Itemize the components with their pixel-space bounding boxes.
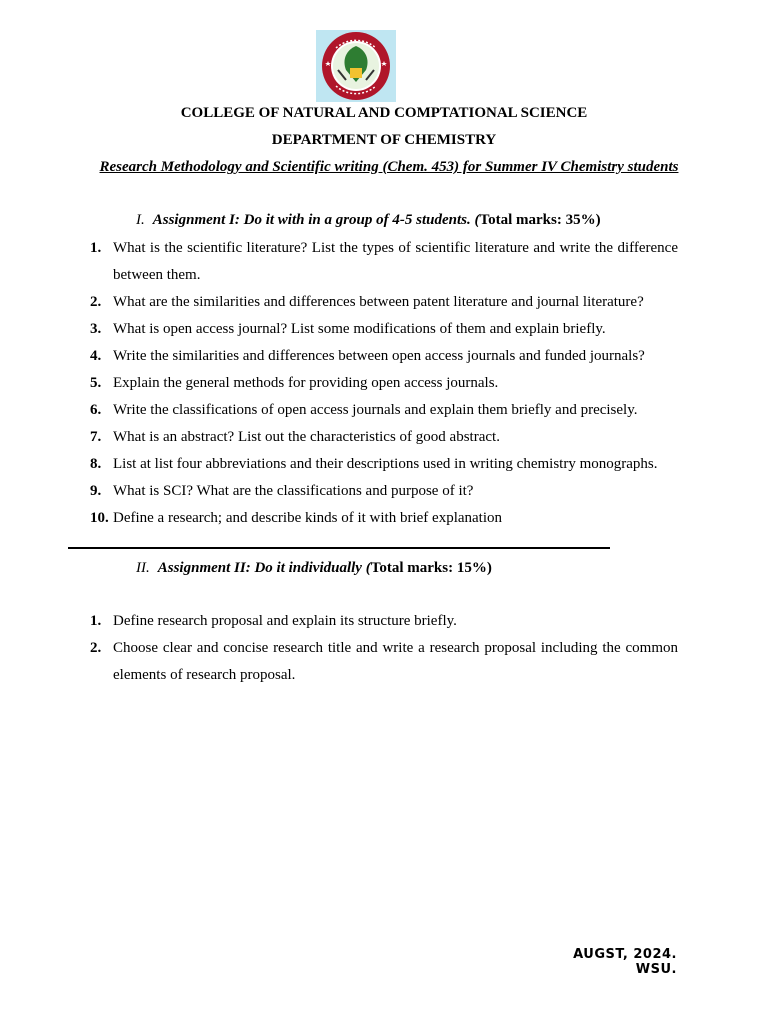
course-subtitle: Research Methodology and Scientific writing (Chem. 453) for Summer IV Chemistry students: [99, 159, 679, 175]
question-number: 1.: [90, 240, 102, 256]
university-seal-icon: [316, 30, 396, 102]
question-number: 1.: [90, 613, 102, 629]
question-item: [90, 316, 678, 343]
question-number: 4.: [90, 348, 102, 364]
assignment-2-heading: [136, 560, 492, 577]
question-item: [90, 451, 678, 478]
section-marks: Total marks: 15%): [370, 560, 492, 576]
question-number: 7.: [90, 429, 102, 445]
question-item: [90, 424, 678, 451]
question-item: [90, 397, 678, 424]
section-divider: [68, 547, 610, 549]
assignment-1-heading: [136, 212, 601, 229]
question-number: 8.: [90, 456, 102, 472]
question-number: 2.: [90, 640, 102, 656]
question-text: List at list four abbreviations and their descriptions used in writing chemistry monographs.: [113, 456, 658, 472]
section-number: II.: [136, 560, 150, 576]
question-text: Choose clear and concise research title and write a research proposal including the common elements of research proposal.: [113, 640, 678, 683]
question-item: [90, 289, 678, 316]
question-number: 10.: [90, 510, 109, 526]
question-item: [90, 608, 678, 635]
question-text: What is SCI? What are the classifications and purpose of it?: [113, 483, 474, 499]
question-number: 6.: [90, 402, 102, 418]
section-marks: Total marks: 35%): [479, 212, 601, 228]
question-text: Write the classifications of open access journals and explain them briefly and precisely.: [113, 402, 638, 418]
question-text: What is an abstract? List out the characteristics of good abstract.: [113, 429, 500, 445]
footer-institution: WSU.: [635, 962, 677, 977]
question-text: Write the similarities and differences between open access journals and funded journals?: [113, 348, 645, 364]
question-number: 3.: [90, 321, 102, 337]
assignment-1-questions: [90, 235, 678, 532]
question-text: Explain the general methods for providing open access journals.: [113, 375, 499, 391]
question-text: What is open access journal? List some modifications of them and explain briefly.: [113, 321, 606, 337]
question-item: [90, 505, 678, 532]
college-title: COLLEGE OF NATURAL AND COMPTATIONAL SCIENCE: [180, 105, 588, 121]
question-item: [90, 343, 678, 370]
question-item: [90, 370, 678, 397]
question-text: Define research proposal and explain its structure briefly.: [113, 613, 457, 629]
section-title: Assignment I: Do it with in a group of 4-5 students. (: [152, 212, 480, 228]
question-item: [90, 478, 678, 505]
question-text: What is the scientific literature? List the types of scientific literature and write the difference between them.: [113, 240, 678, 283]
footer-date: AUGST, 2024.: [573, 947, 677, 962]
question-number: 2.: [90, 294, 102, 310]
question-item: [90, 635, 678, 689]
question-text: What are the similarities and differences between patent literature and journal literature?: [113, 294, 644, 310]
section-number: I.: [136, 212, 145, 228]
assignment-2-questions: [90, 608, 678, 689]
question-number: 5.: [90, 375, 102, 391]
question-item: [90, 235, 678, 289]
footer: [573, 947, 677, 977]
question-text: Define a research; and describe kinds of it with brief explanation: [113, 510, 503, 526]
department-title: DEPARTMENT OF CHEMISTRY: [271, 132, 497, 148]
section-title: Assignment II: Do it individually (: [157, 560, 371, 576]
question-number: 9.: [90, 483, 102, 499]
